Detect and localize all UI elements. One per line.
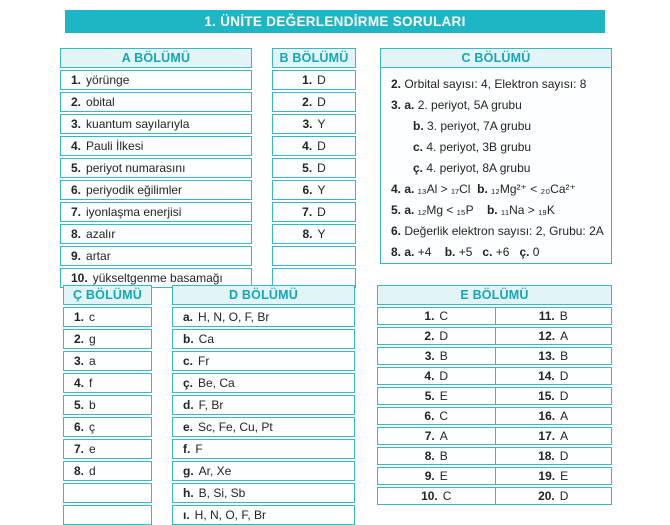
row-number: 6. [71, 183, 82, 197]
answer-line: ç. 4. periyot, 8A grubu [413, 161, 531, 175]
answer-cell-left [378, 428, 495, 444]
table-row [172, 373, 355, 393]
section-cedilla-table [63, 285, 152, 525]
row-number: 7. [71, 205, 82, 219]
page-title: 1. ÜNİTE DEĞERLENDİRME SORULARI [65, 10, 605, 33]
section-d-header: D BÖLÜMÜ [172, 285, 355, 305]
answer-cell-right [495, 428, 612, 444]
row-number: 5. [74, 398, 85, 412]
answer-letter: A [560, 329, 569, 343]
section-e-header: E BÖLÜMÜ [377, 285, 612, 305]
table-row [60, 136, 252, 156]
section-a-rows [60, 70, 252, 288]
answer-letter: B [439, 449, 448, 463]
answer-cell-right [495, 448, 612, 464]
row-number: 5. [71, 161, 82, 175]
answer-letter: A [439, 429, 448, 443]
question-number: 13. [538, 349, 556, 363]
answer-letter: C [439, 409, 449, 423]
answer-cell-right [495, 328, 612, 344]
answer-cell-right [495, 308, 612, 324]
row-number: 3. [74, 354, 85, 368]
question-number: 12. [538, 329, 556, 343]
table-row [172, 417, 355, 437]
row-answer: f [89, 376, 93, 390]
table-row [172, 351, 355, 371]
row-number: 1. [74, 310, 85, 324]
answer-cell-left [378, 408, 495, 424]
question-number: 8. [424, 449, 435, 463]
table-row [63, 439, 152, 459]
section-c-lines [381, 68, 611, 263]
table-row [172, 329, 355, 349]
row-letter: h. [183, 486, 194, 500]
answer-letter: C [442, 489, 452, 503]
row-answer: e [89, 442, 96, 456]
section-e-table [377, 285, 612, 505]
section-cedilla-header: Ç BÖLÜMÜ [63, 285, 152, 305]
answer-letter: D [439, 329, 449, 343]
row-elements: Be, Ca [198, 376, 235, 390]
section-a-table [60, 48, 252, 288]
question-number: 15. [538, 389, 555, 403]
row-letter: ç. [183, 376, 194, 390]
row-answer: g [89, 332, 96, 346]
section-c-header: C BÖLÜMÜ [381, 49, 611, 68]
question-number: 17. [538, 429, 556, 443]
row-number: 6. [302, 183, 313, 197]
row-text: periyot numarasını [86, 161, 186, 175]
answer-cell-right [495, 368, 612, 384]
answer-letter: C [439, 309, 449, 323]
table-row [272, 202, 356, 222]
table-row [63, 461, 152, 481]
table-row [63, 351, 152, 371]
row-answer: D [317, 161, 326, 175]
row-number: 2. [71, 95, 82, 109]
question-number: 9. [424, 469, 435, 483]
question-number: 2. [424, 329, 435, 343]
table-row [377, 307, 612, 325]
table-row [272, 114, 356, 134]
row-number: 4. [71, 139, 82, 153]
section-c-box [380, 48, 612, 264]
table-row [63, 307, 152, 327]
row-number: 7. [302, 205, 313, 219]
table-row [63, 417, 152, 437]
row-answer: d [89, 464, 96, 478]
answer-cell-left [378, 328, 495, 344]
answer-line: b. 3. periyot, 7A grubu [413, 119, 532, 133]
table-row [377, 427, 612, 445]
answer-cell-right [495, 408, 612, 424]
answer-cell-left [378, 448, 495, 464]
answer-line: c. 4. periyot, 3B grubu [413, 140, 532, 154]
table-row [60, 114, 252, 134]
row-letter: b. [183, 332, 194, 346]
question-number: 10. [421, 489, 438, 503]
row-elements: H, N, O, F, Br [194, 508, 267, 522]
section-e-rows [377, 307, 612, 505]
table-row [172, 461, 355, 481]
answer-cell-left [378, 468, 495, 484]
table-row [272, 224, 356, 244]
row-number: 3. [71, 117, 82, 131]
row-number: 2. [74, 332, 85, 346]
table-row [272, 246, 356, 266]
row-text: obital [86, 95, 115, 109]
table-row [172, 439, 355, 459]
row-letter: a. [183, 310, 194, 324]
row-number: 6. [74, 420, 85, 434]
row-text: periyodik eğilimler [86, 183, 183, 197]
row-elements: H, N, O, F, Br [198, 310, 270, 324]
answer-cell-right [495, 388, 612, 404]
question-number: 16. [538, 409, 556, 423]
row-number: 7. [74, 442, 85, 456]
row-number: 4. [74, 376, 85, 390]
question-number: 7. [424, 429, 435, 443]
answer-cell-right [495, 488, 612, 504]
row-elements: Fr [198, 354, 210, 368]
section-cedilla-rows [63, 307, 152, 525]
row-number: 1. [302, 73, 313, 87]
answer-letter: D [439, 369, 449, 383]
row-letter: g. [183, 464, 194, 478]
table-row [60, 246, 252, 266]
row-number: 8. [71, 227, 82, 241]
table-row [63, 395, 152, 415]
row-elements: Ca [198, 332, 215, 346]
section-a-header: A BÖLÜMÜ [60, 48, 252, 68]
table-row [272, 136, 356, 156]
answer-cell-left [378, 488, 495, 504]
question-number: 4. [424, 369, 435, 383]
answer-letter: D [559, 489, 569, 503]
table-row [272, 70, 356, 90]
table-row [60, 70, 252, 90]
question-number: 18. [538, 449, 555, 463]
row-letter: e. [183, 420, 194, 434]
row-text: artar [86, 249, 111, 263]
table-row [377, 367, 612, 385]
row-number: 3. [302, 117, 313, 131]
answer-letter: B [560, 349, 569, 363]
answer-cell-right [495, 348, 612, 364]
table-row [377, 347, 612, 365]
row-answer: D [317, 95, 326, 109]
table-row [377, 467, 612, 485]
row-text: Pauli İlkesi [86, 139, 144, 153]
table-row [377, 327, 612, 345]
answer-letter: B [439, 349, 448, 363]
table-row [60, 158, 252, 178]
table-row [63, 483, 152, 503]
row-number: 2. [302, 95, 313, 109]
table-row [272, 92, 356, 112]
answer-letter: B [559, 309, 568, 323]
row-answer: D [317, 73, 326, 87]
answer-letter: A [560, 429, 569, 443]
table-row [377, 447, 612, 465]
row-text: yükseltgenme basamağı [92, 271, 223, 285]
table-row [60, 92, 252, 112]
answer-cell-left [378, 308, 495, 324]
row-answer: ç [89, 420, 96, 434]
table-row [272, 180, 356, 200]
answer-letter: D [559, 449, 569, 463]
row-number: 8. [302, 227, 313, 241]
table-row [172, 395, 355, 415]
section-d-table [172, 285, 355, 525]
row-letter: f. [183, 442, 191, 456]
row-number: 1. [71, 73, 82, 87]
answer-line: 8. a. +4 b. +5 c. +6 ç. 0 [391, 245, 540, 259]
row-letter: ı. [183, 508, 190, 522]
table-row [60, 224, 252, 244]
table-row [377, 407, 612, 425]
answer-line: 3. a. 2. periyot, 5A grubu [391, 98, 522, 112]
table-row [63, 329, 152, 349]
row-answer: b [89, 398, 96, 412]
answer-letter: E [560, 469, 569, 483]
answer-line: 5. a. ₁₂Mg < ₁₅P b. ₁₁Na > ₁₉K [391, 203, 555, 217]
answer-letter: E [439, 389, 448, 403]
row-number: 9. [71, 249, 82, 263]
question-number: 6. [424, 409, 435, 423]
row-answer: Y [317, 117, 326, 131]
question-number: 20. [538, 489, 555, 503]
table-row [172, 307, 355, 327]
table-row [172, 505, 355, 525]
answer-letter: E [439, 469, 448, 483]
table-row [63, 505, 152, 525]
answer-cell-left [378, 368, 495, 384]
row-number: 8. [74, 464, 85, 478]
row-letter: c. [183, 354, 194, 368]
section-b-table [272, 48, 356, 288]
row-elements: F [195, 442, 203, 456]
row-elements: Ar, Xe [198, 464, 232, 478]
answer-letter: D [559, 369, 569, 383]
row-number: 5. [302, 161, 313, 175]
answer-cell-left [378, 388, 495, 404]
answer-line: 2. Orbital sayısı: 4, Elektron sayısı: 8 [391, 77, 587, 91]
answer-line: 6. Değerlik elektron sayısı: 2, Grubu: 2A [391, 224, 604, 238]
row-answer: Y [317, 183, 326, 197]
row-number: 10. [71, 271, 88, 285]
answer-cell-right [495, 468, 612, 484]
answer-letter: D [559, 389, 569, 403]
section-d-rows [172, 307, 355, 525]
table-row [377, 387, 612, 405]
table-row [172, 483, 355, 503]
row-answer: a [89, 354, 96, 368]
row-text: iyonlaşma enerjisi [86, 205, 182, 219]
table-row [60, 202, 252, 222]
question-number: 1. [424, 309, 435, 323]
row-elements: Sc, Fe, Cu, Pt [198, 420, 273, 434]
question-number: 3. [424, 349, 435, 363]
row-answer: D [317, 139, 326, 153]
answer-line: 4. a. ₁₃Al > ₁₇Cl b. ₁₂Mg²⁺ < ₂₀Ca²⁺ [391, 182, 576, 196]
row-elements: B, Si, Sb [198, 486, 246, 500]
row-answer: c [89, 310, 96, 324]
section-b-header: B BÖLÜMÜ [272, 48, 356, 68]
row-letter: d. [183, 398, 194, 412]
row-number: 4. [302, 139, 313, 153]
section-b-rows [272, 70, 356, 288]
table-row [60, 180, 252, 200]
row-text: yörünge [86, 73, 130, 87]
row-elements: F, Br [198, 398, 224, 412]
question-number: 19. [538, 469, 556, 483]
answer-letter: A [560, 409, 569, 423]
table-row [63, 373, 152, 393]
question-number: 5. [424, 389, 435, 403]
question-number: 11. [538, 309, 555, 323]
table-row [377, 487, 612, 505]
row-answer: D [317, 205, 326, 219]
answer-cell-left [378, 348, 495, 364]
row-text: kuantum sayılarıyla [86, 117, 190, 131]
question-number: 14. [538, 369, 555, 383]
table-row [272, 158, 356, 178]
row-answer: Y [317, 227, 326, 241]
row-text: azalır [86, 227, 116, 241]
